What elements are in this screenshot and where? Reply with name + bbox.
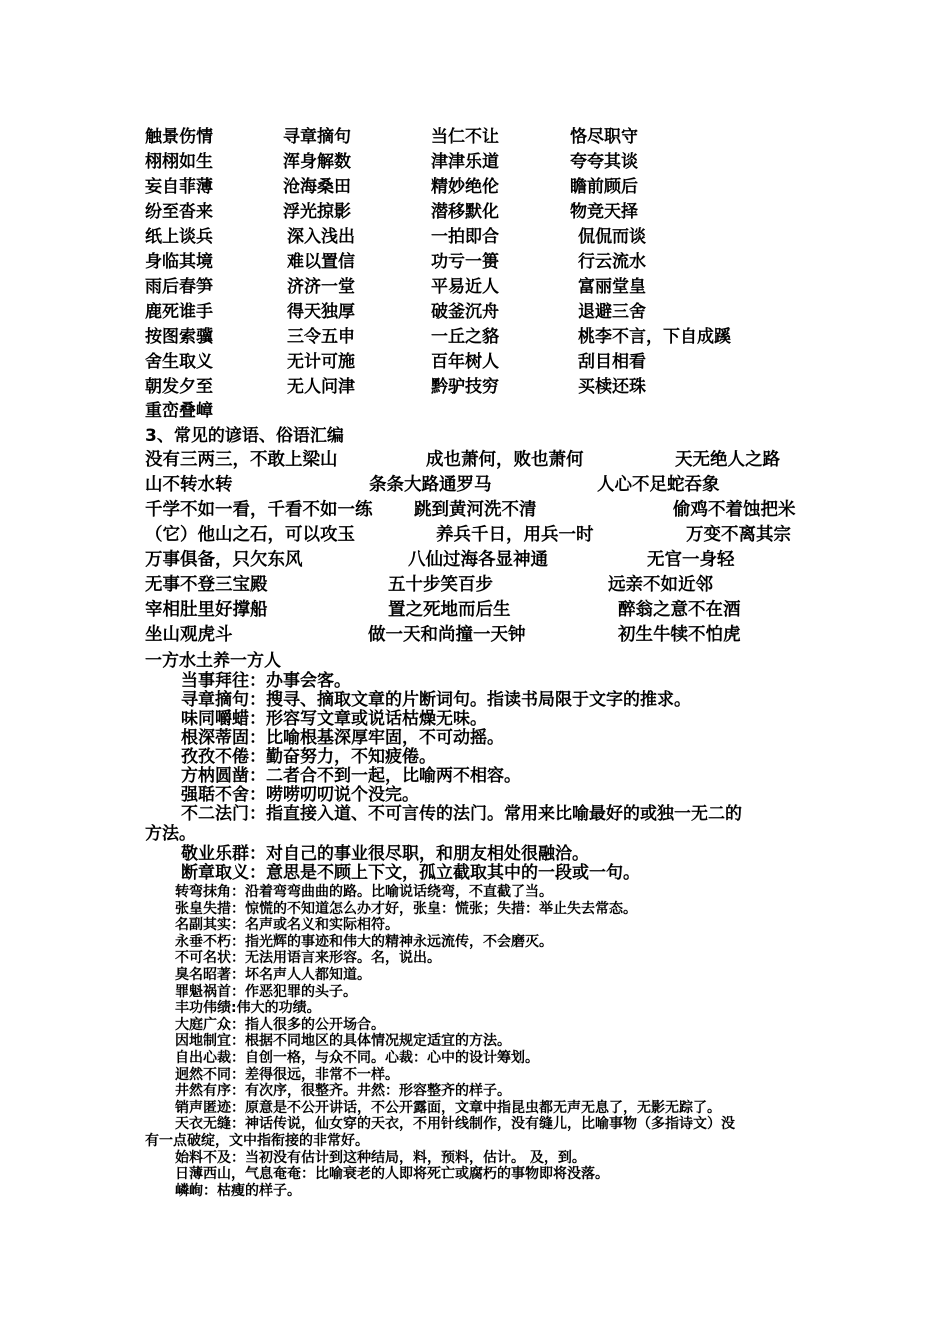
idiom-item: 一拍即合: [431, 227, 499, 247]
definition-line: [145, 825, 825, 844]
definition-text: 丰功伟绩:伟大的功绩。: [175, 1000, 321, 1016]
definition-text: 有一点破绽，文中指衔接的非常好。: [145, 1133, 369, 1149]
definition-text: 方法。: [145, 824, 196, 844]
idiom-item: 侃侃而谈: [578, 227, 646, 247]
idiom-item: 平易近人: [431, 277, 499, 297]
section-heading: 3、常见的谚语、俗语汇编: [145, 426, 344, 446]
saying-item: 初生牛犊不怕虎: [618, 625, 741, 645]
definition-text: 寻章摘句：搜寻、摘取文章的片断词句。指读书局限于文字的推求。: [181, 690, 691, 710]
idiom-item: 触景伤情: [145, 127, 213, 147]
idiom-item: 身临其境: [145, 252, 213, 272]
idiom-item: 纷至沓来: [145, 202, 213, 222]
idiom-item: 当仁不让: [431, 127, 499, 147]
idiom-item: 寻章摘句: [283, 127, 351, 147]
idiom-item: 重峦叠嶂: [145, 401, 213, 421]
definition-line: [145, 884, 825, 900]
idiom-item: 津津乐道: [431, 152, 499, 172]
definition-text: 味同嚼蜡：形容写文章或说话枯燥无味。: [181, 709, 487, 729]
saying-item: 宰相肚里好撑船: [145, 600, 268, 620]
idiom-item: 浮光掠影: [283, 202, 351, 222]
definition-text: 断章取义：意思是不顾上下文，孤立截取其中的一段或一句。: [181, 863, 640, 883]
saying-item: 山不转水转: [145, 475, 233, 495]
definition-line: [145, 767, 825, 786]
definition-line: [145, 950, 825, 966]
definition-text: 嶙峋：枯瘦的样子。: [175, 1183, 301, 1199]
definition-text: 当事拜往：办事会客。: [181, 671, 351, 691]
idiom-item: 朝发夕至: [145, 377, 213, 397]
definition-text: 日薄西山，气息奄奄：比喻衰老的人即将死亡或腐朽的事物即将没落。: [175, 1166, 609, 1182]
idiom-item: 恪尽职守: [570, 127, 638, 147]
saying-item: 成也萧何，败也萧何: [426, 450, 584, 470]
idiom-item: 沧海桑田: [283, 177, 351, 197]
definition-line: [145, 1133, 825, 1149]
saying-item: 八仙过海各显神通: [408, 550, 548, 570]
idiom-item: 浑身解数: [283, 152, 351, 172]
idiom-item: 三令五申: [287, 327, 355, 347]
idiom-item: 按图索骥: [145, 327, 213, 347]
definition-line: [145, 1033, 825, 1049]
idiom-item: 精妙绝伦: [431, 177, 499, 197]
definition-text: 强聒不舍：唠唠叨叨说个没完。: [181, 785, 419, 805]
definition-text: 永垂不朽：指光辉的事迹和伟大的精神永远流传，不会磨灭。: [175, 934, 553, 950]
definition-text: 根深蒂固：比喻根基深厚牢固，不可动摇。: [181, 728, 504, 748]
idiom-item: 济济一堂: [287, 277, 355, 297]
definition-line: [145, 917, 825, 933]
saying-item: 万变不离其宗: [686, 525, 791, 545]
saying-item: 没有三两三，不敢上梁山: [145, 450, 338, 470]
saying-item: 养兵千日，用兵一时: [436, 525, 594, 545]
idiom-item: 雨后春笋: [145, 277, 213, 297]
definition-line: [145, 748, 825, 767]
definition-text: 臭名昭著：坏名声人人都知道。: [175, 967, 371, 983]
idiom-item: 无计可施: [287, 352, 355, 372]
definition-text: 转弯抹角：沿着弯弯曲曲的路。比喻说话绕弯，不直截了当。: [175, 884, 553, 900]
saying-item: 置之死地而后生: [388, 600, 511, 620]
idiom-item: 无人问津: [287, 377, 355, 397]
saying-item: 远亲不如近邻: [608, 575, 713, 595]
definition-text: 名副其实：名声或名义和实际相符。: [175, 917, 399, 933]
definition-line: [145, 967, 825, 983]
idiom-item: 刮目相看: [578, 352, 646, 372]
saying-item: 人心不足蛇吞象: [597, 475, 720, 495]
idiom-item: 夸夸其谈: [570, 152, 638, 172]
definition-line: [145, 1116, 825, 1132]
idiom-item: 一丘之貉: [431, 327, 499, 347]
definition-line: [145, 710, 825, 729]
definition-text: 不可名状：无法用语言来形容。名，说出。: [175, 950, 441, 966]
definition-line: [145, 691, 825, 710]
idiom-item: 纸上谈兵: [145, 227, 213, 247]
idiom-item: 舍生取义: [145, 352, 213, 372]
idiom-item: 买椟还珠: [578, 377, 646, 397]
saying-item: 天无绝人之路: [675, 450, 780, 470]
definition-text: 迥然不同：差得很远，非常不一样。: [175, 1067, 399, 1083]
definition-line: [145, 1183, 825, 1199]
definition-text: 井然有序：有次序，很整齐。井然：形容整齐的样子。: [175, 1083, 511, 1099]
definition-line: [145, 672, 825, 691]
definition-text: 孜孜不倦：勤奋努力，不知疲倦。: [181, 747, 436, 767]
saying-item: 万事俱备，只欠东风: [145, 550, 303, 570]
saying-item: 一方水土养一方人: [145, 651, 281, 671]
definition-text: 始料不及：当初没有估计到这种结局，料，预料，估计。 及，到。: [175, 1150, 586, 1166]
definition-line: [145, 1067, 825, 1083]
definition-text: 敬业乐群：对自己的事业很尽职，和朋友相处很融洽。: [181, 844, 589, 864]
definition-line: [145, 1050, 825, 1066]
definition-text: 罪魁祸首：作恶犯罪的头子。: [175, 984, 357, 1000]
idiom-item: 行云流水: [578, 252, 646, 272]
definition-line: [145, 934, 825, 950]
saying-item: 无官一身轻: [647, 550, 735, 570]
saying-item: （它）他山之石，可以攻玉: [145, 525, 355, 545]
idiom-item: 桃李不言，下自成蹊: [578, 327, 731, 347]
definition-text: 方枘圆凿：二者合不到一起，比喻两不相容。: [181, 766, 521, 786]
idiom-item: 百年树人: [431, 352, 499, 372]
idiom-item: 得天独厚: [287, 302, 355, 322]
definition-line: [145, 864, 825, 883]
definition-line: [145, 1100, 825, 1116]
saying-item: 跳到黄河洗不清: [414, 500, 537, 520]
definition-line: [145, 845, 825, 864]
idiom-item: 妄自菲薄: [145, 177, 213, 197]
idiom-item: 富丽堂皇: [578, 277, 646, 297]
idiom-item: 黔驴技穷: [431, 377, 499, 397]
idiom-item: 潜移默化: [431, 202, 499, 222]
definition-text: 因地制宜：根据不同地区的具体情况规定适宜的方法。: [175, 1033, 511, 1049]
saying-item: 无事不登三宝殿: [145, 575, 268, 595]
idiom-item: 物竞天择: [570, 202, 638, 222]
definition-line: [145, 1150, 825, 1166]
idiom-item: 瞻前顾后: [570, 177, 638, 197]
definition-line: [145, 1017, 825, 1033]
definition-line: [145, 984, 825, 1000]
idiom-item: 破釜沉舟: [431, 302, 499, 322]
saying-item: 千学不如一看，千看不如一练: [145, 500, 373, 520]
definition-line: [145, 1166, 825, 1182]
idiom-item: 退避三舍: [578, 302, 646, 322]
definition-line: [145, 786, 825, 805]
definition-text: 销声匿迹：原意是不公开讲话，不公开露面，文章中指昆虫都无声无息了，无影无踪了。: [175, 1100, 721, 1116]
definition-text: 张皇失措：惊慌的不知道怎么办才好，张皇：慌张；失措：举止失去常态。: [175, 901, 637, 917]
definition-line: [145, 1083, 825, 1099]
definition-line: [145, 1000, 825, 1016]
definition-line: [145, 805, 825, 824]
saying-item: 坐山观虎斗: [145, 625, 233, 645]
definition-text: 自出心裁：自创一格，与众不同。心裁：心中的设计筹划。: [175, 1050, 539, 1066]
saying-item: 醉翁之意不在酒: [618, 600, 741, 620]
saying-item: 条条大路通罗马: [369, 475, 492, 495]
definition-text: 天衣无缝：神话传说，仙女穿的天衣，不用针线制作，没有缝儿，比喻事物（多指诗文）没: [175, 1116, 735, 1132]
definition-line: [145, 729, 825, 748]
saying-item: 做一天和尚撞一天钟: [368, 625, 526, 645]
idiom-item: 难以置信: [287, 252, 355, 272]
idiom-item: 深入浅出: [287, 227, 355, 247]
saying-item: 偷鸡不着蚀把米: [673, 500, 796, 520]
definition-line: [145, 901, 825, 917]
saying-item: 五十步笑百步: [388, 575, 493, 595]
definition-text: 不二法门：指直接入道、不可言传的法门。常用来比喻最好的或独一无二的: [181, 804, 742, 824]
idiom-item: 鹿死谁手: [145, 302, 213, 322]
definition-text: 大庭广众：指人很多的公开场合。: [175, 1017, 385, 1033]
idiom-item: 栩栩如生: [145, 152, 213, 172]
idiom-item: 功亏一篑: [431, 252, 499, 272]
